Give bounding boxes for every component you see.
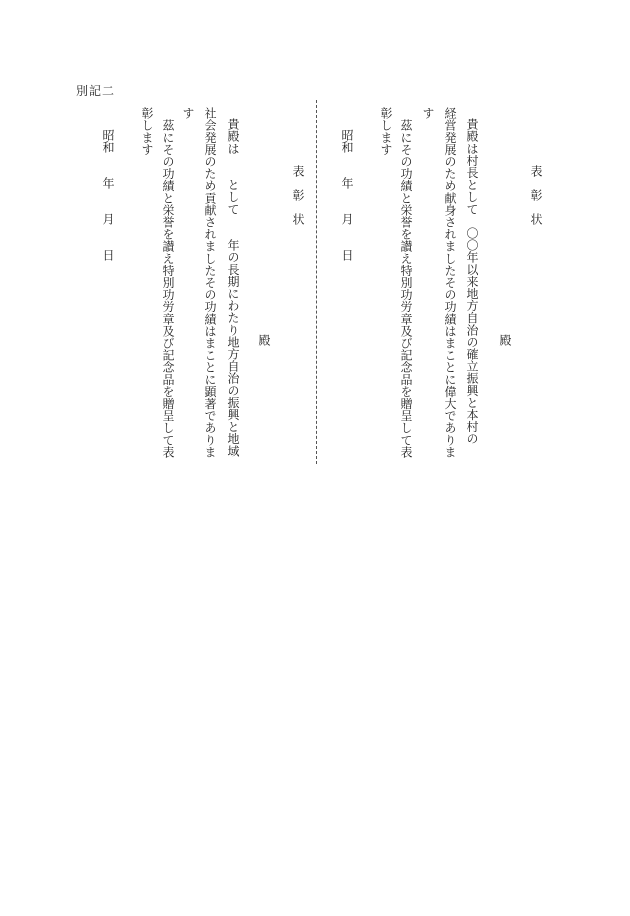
left-certificate-line-2: 社会発展のため貢献されましたその功績はまことに顕著でありま	[203, 107, 217, 458]
left-certificate-dono: 殿	[257, 334, 271, 346]
right-certificate-date: 昭和 年 月 日	[340, 117, 354, 261]
cut-line-divider	[316, 100, 317, 464]
left-certificate-line-5: 彰します	[140, 107, 154, 156]
right-certificate-line-4: 茲にその功績と栄誉を讃え特別功労章及び記念品を贈呈して表	[399, 107, 413, 458]
right-certificate-title: 表彰状	[529, 165, 543, 237]
left-certificate-line-1: 貴殿は として 年の長期にわたり地方自治の振興と地域	[226, 118, 240, 457]
right-certificate-dono: 殿	[498, 334, 512, 346]
left-certificate-line-3: す	[181, 107, 195, 120]
right-certificate-line-5: 彰します	[379, 107, 393, 156]
attachment-label: 別記二	[76, 84, 116, 98]
right-certificate-line-1: 貴殿は村長として 〇〇年以来地方自治の確立振興と本村の	[465, 118, 479, 445]
right-certificate-line-3: す	[421, 107, 435, 120]
left-certificate-line-4: 茲にその功績と栄誉を讃え特別功労章及び記念品を贈呈して表	[161, 107, 175, 458]
right-certificate-line-2: 経営発展のため献身されましたその功績はまことに偉大でありま	[443, 107, 457, 458]
left-certificate-title: 表彰状	[291, 165, 305, 237]
left-certificate-date: 昭和 年 月 日	[101, 117, 115, 261]
